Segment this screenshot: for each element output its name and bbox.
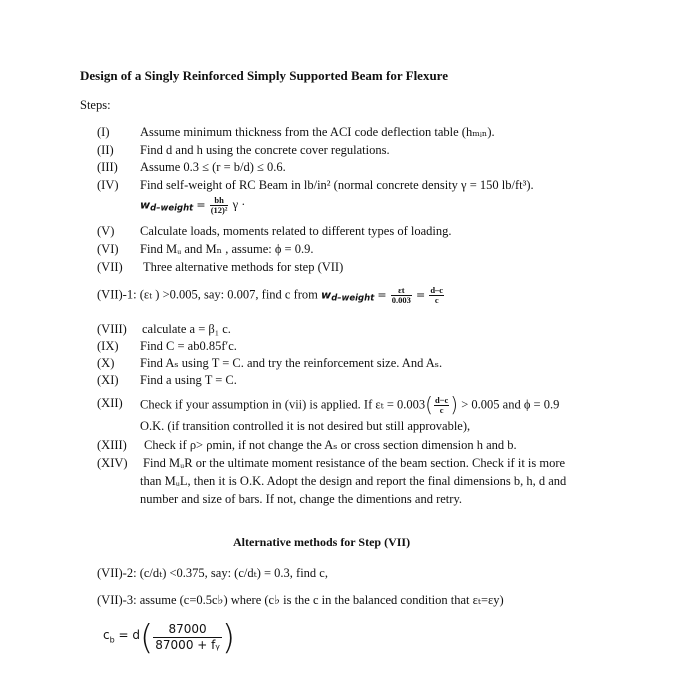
step-ix: [97, 339, 237, 354]
document-title: Design of a Singly Reinforced Simply Supported Beam for Flexure: [80, 68, 448, 83]
step-iv: [97, 178, 534, 193]
fraction-num: bh: [210, 196, 229, 206]
fraction-num: 87000: [153, 622, 222, 638]
step-i: [97, 125, 495, 140]
vii1-fraction-2: [429, 286, 444, 305]
cb-lhs: c: [103, 628, 110, 642]
vii1-lhs-sub: d–weight: [331, 293, 375, 304]
step-text: Find C = ab0.85f′c.: [140, 339, 237, 353]
step-text: calculate a = β₁ c.: [142, 322, 231, 336]
step-number: (IX): [97, 339, 119, 353]
step-text: Assume minimum thickness from the ACI code deflection table (hₘᵢₙ).: [140, 125, 495, 139]
fraction-den: c: [439, 405, 444, 415]
step-text: Find d and h using the concrete cover regulations.: [140, 143, 390, 157]
step-vii-3: (VII)-3: assume (c=0.5c♭) where (c♭ is the c in the balanced condition that εₜ=εy): [97, 593, 504, 607]
formula-tail: γ ·: [232, 197, 246, 212]
step-xiv-line3: number and size of bars. If not, change the dimentions and retry.: [140, 492, 463, 506]
cb-eq: = d: [118, 628, 141, 642]
step-number: (XIII): [97, 438, 127, 452]
step-number: (VI): [97, 242, 119, 256]
step-xi: [97, 373, 237, 388]
step-number: (VIII): [97, 322, 127, 336]
cb-fraction: [153, 622, 222, 653]
weight-formula: wd–weight = $\frac{bh}{\text{(12)²}}$ γ ·: [140, 195, 246, 215]
steps-label: Steps:: [80, 98, 111, 112]
step-iii: [97, 160, 286, 175]
step-x: [97, 356, 443, 371]
step-text: Calculate loads, moments related to different types of loading.: [140, 224, 452, 238]
fraction-num: d–c: [430, 285, 444, 295]
formula-lhs: w: [140, 198, 151, 212]
fraction-den: (12)²: [210, 205, 228, 215]
step-xiv-line2: than MᵤL, then it is O.K. Adopt the design and report the final dimensions b, h, d and: [140, 474, 567, 488]
cb-formula: $c_b = d$( $\frac{87000}{\text{87000 + fᵧ}}$ ): [103, 617, 236, 658]
step-xii-line2: O.K. (if transition controlled it is not desired but still approvable),: [140, 419, 471, 433]
step-text: Find Aₛ using T = C. and try the reinforcement size. And Aₛ.: [140, 356, 443, 370]
vii1-text: (VII)-1: (εₜ ) >0.005, say: 0.007, find c from: [97, 287, 318, 302]
step-number: (II): [97, 143, 114, 157]
step-xii-line1: Check if your assumption in (vii) is applied. If εₜ = 0.003( $\frac{d-c}{c}$ ) > 0.005 and ϕ = 0.9: [140, 392, 560, 417]
step-xiii: [97, 438, 517, 453]
vii1-fraction-1: [391, 286, 412, 305]
vii1-lhs: w: [321, 288, 332, 302]
step-number: (V): [97, 224, 115, 238]
step-xiv: [97, 456, 566, 471]
fraction-den: c: [434, 295, 439, 305]
step-text: Three alternative methods for step (VII): [143, 260, 344, 274]
step-number: (XI): [97, 373, 119, 387]
step-number: (XII): [97, 396, 123, 410]
step-text: Find Mᵤ and Mₙ , assume: ϕ = 0.9.: [140, 242, 314, 256]
alt-methods-title: Alternative methods for Step (VII): [233, 535, 411, 549]
xii-fraction: [434, 396, 449, 415]
step-vii: [97, 260, 344, 275]
step-vii-2: (VII)-2: (c/dₜ) <0.375, say: (c/dₜ) = 0.3, find c,: [97, 566, 328, 580]
cb-lhs-sub: b: [109, 635, 115, 645]
fraction-num: εt: [391, 286, 412, 296]
formula-lhs-sub: d–weight: [150, 203, 194, 214]
step-vi: [97, 242, 314, 257]
step-text: Check if ρ> ρmin, if not change the Aₛ or cross section dimension h and b.: [144, 438, 517, 452]
step-number: (IV): [97, 178, 119, 192]
step-vii-1: (VII)-1: (εₜ ) >0.005, say: 0.007, find c from wd–weight = $\frac{\varepsilon t}{0.003}$ = $\frac{d-c}{c}$: [97, 285, 444, 305]
step-v: [97, 224, 452, 239]
fraction-num: d−c: [434, 395, 449, 405]
step-text: Assume 0.3 ≤ (r = b/d) ≤ 0.6.: [140, 160, 286, 174]
step-text: Find a using T = C.: [140, 373, 237, 387]
step-text: Check if your assumption in (vii) is applied. If εₜ = 0.003: [140, 397, 426, 412]
step-number: (III): [97, 160, 118, 174]
step-text: Find MᵤR or the ultimate moment resistance of the beam section. Check if it is more: [143, 456, 566, 470]
step-number: (I): [97, 125, 110, 139]
step-number: (X): [97, 356, 115, 370]
step-text-2: > 0.005 and ϕ = 0.9: [461, 397, 560, 412]
fraction-den: 0.003: [391, 295, 411, 305]
step-number: (XIV): [97, 456, 128, 470]
step-number: (VII): [97, 260, 123, 274]
fraction-den: 87000 + fᵧ: [155, 638, 220, 653]
formula-fraction: [210, 196, 229, 215]
step-xii: [97, 392, 560, 417]
step-text: Find self-weight of RC Beam in lb/in² (normal concrete density γ = 150 lb/ft³).: [140, 178, 534, 192]
step-viii: [97, 322, 231, 337]
step-ii: [97, 143, 390, 158]
